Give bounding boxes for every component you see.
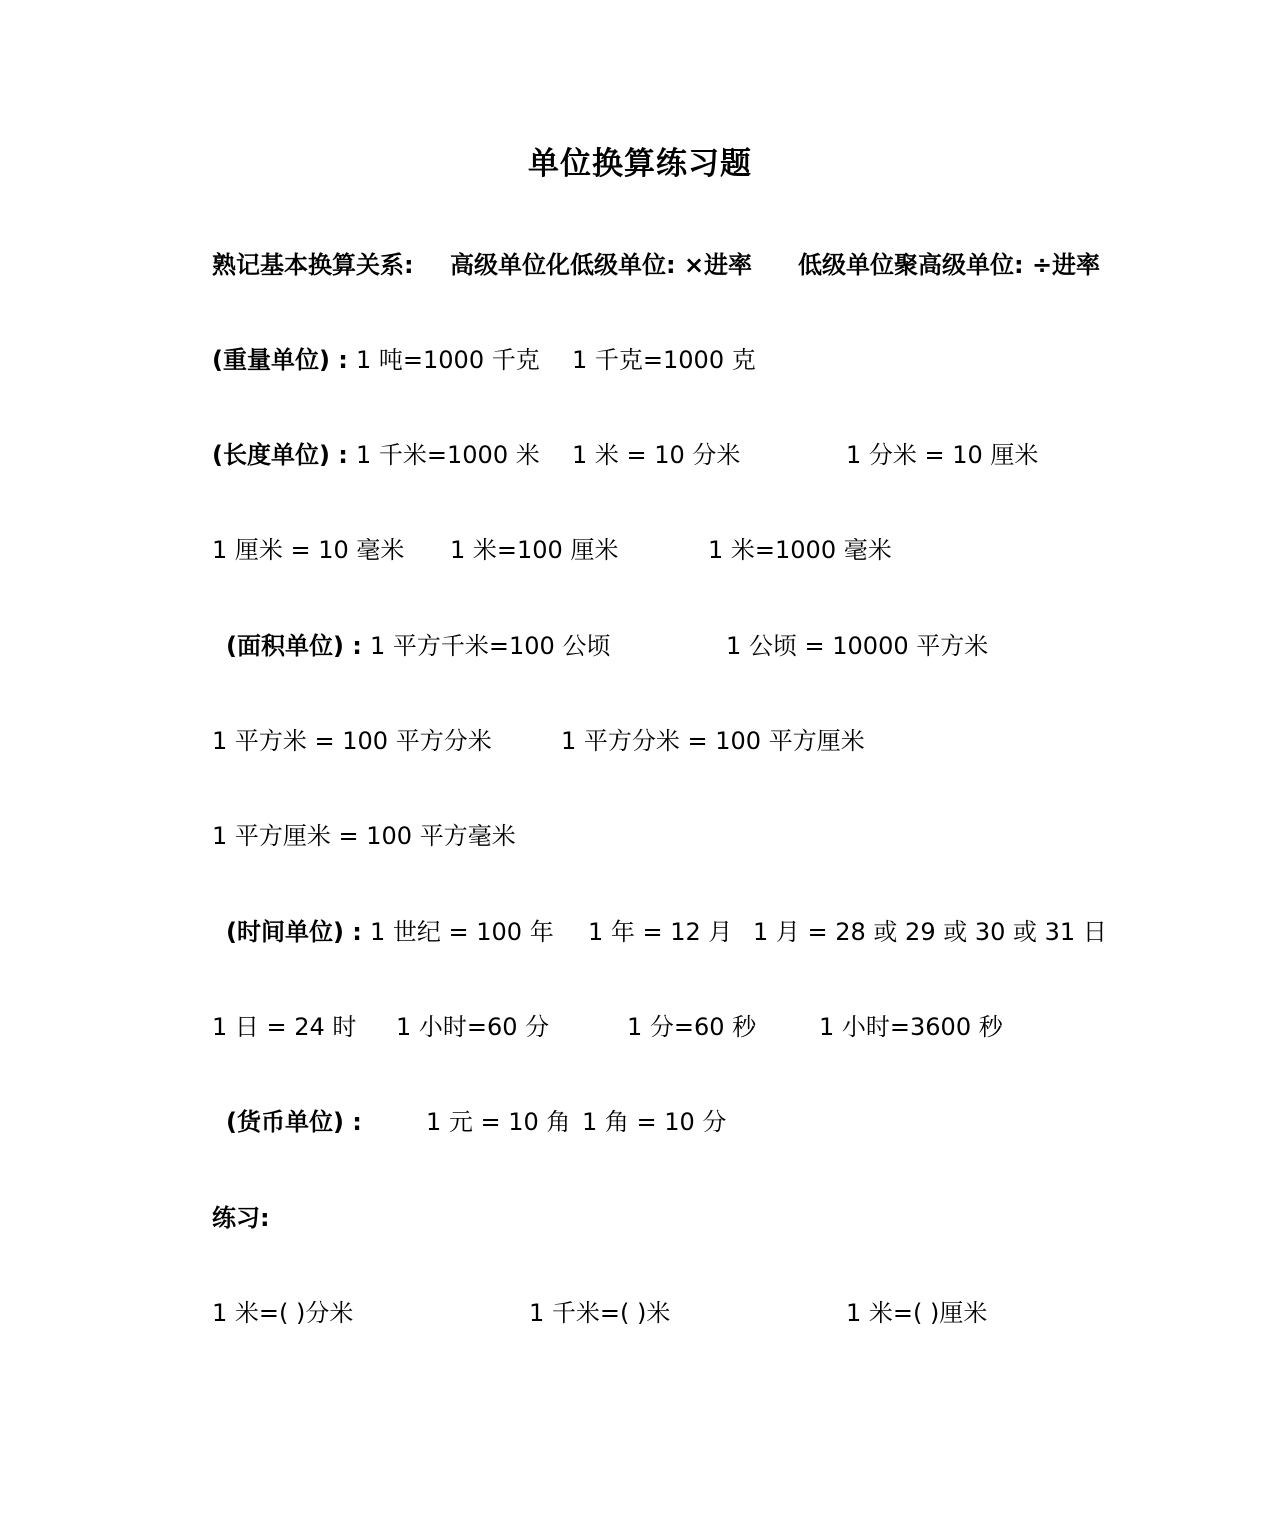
time-item: 1 月 = 28 或 29 或 30 或 31 日 (753, 918, 1107, 946)
area-label: (面积单位) : (226, 632, 362, 660)
time-item: 1 小时=3600 秒 (819, 1013, 1003, 1041)
length-line (212, 435, 1112, 475)
length-line-2 (212, 530, 1012, 570)
area-item: 1 平方千米=100 公顷 (370, 632, 611, 660)
intro-label: 熟记基本换算关系: (212, 251, 414, 279)
practice-item: 1 米=( )厘米 (846, 1299, 988, 1327)
area-line-2 (212, 721, 1012, 761)
area-line-3 (212, 816, 812, 856)
time-label: (时间单位) : (226, 918, 362, 946)
rule-low-to-high: 低级单位聚高级单位: ÷进率 (798, 251, 1101, 279)
weight-item: 1 吨=1000 千克 (356, 346, 540, 374)
practice-items-line (212, 1293, 1112, 1333)
area-item: 1 平方米 = 100 平方分米 (212, 727, 492, 755)
money-item: 1 角 = 10 分 (582, 1108, 727, 1136)
time-item: 1 小时=60 分 (396, 1013, 550, 1041)
area-line (212, 626, 1112, 666)
time-line-2 (212, 1007, 1112, 1047)
practice-item: 1 千米=( )米 (529, 1299, 671, 1327)
money-line (212, 1102, 912, 1142)
time-item: 1 分=60 秒 (627, 1013, 757, 1041)
weight-label: (重量单位) : (212, 346, 348, 374)
money-label: (货币单位) : (226, 1108, 362, 1136)
rule-high-to-low: 高级单位化低级单位: ×进率 (450, 251, 753, 279)
length-label: (长度单位) : (212, 441, 348, 469)
time-line (212, 912, 1212, 952)
page-title: 单位换算练习题 (528, 146, 752, 182)
weight-line (212, 340, 1012, 380)
weight-item: 1 千克=1000 克 (572, 346, 756, 374)
area-item: 1 平方厘米 = 100 平方毫米 (212, 822, 516, 850)
practice-line (212, 1198, 512, 1238)
money-item: 1 元 = 10 角 (426, 1108, 571, 1136)
length-item: 1 米=100 厘米 (450, 536, 619, 564)
time-item: 1 日 = 24 时 (212, 1013, 357, 1041)
time-item: 1 世纪 = 100 年 (370, 918, 554, 946)
area-item: 1 公顷 = 10000 平方米 (726, 632, 989, 660)
length-item: 1 米=1000 毫米 (708, 536, 892, 564)
length-item: 1 厘米 = 10 毫米 (212, 536, 405, 564)
length-item: 1 分米 = 10 厘米 (846, 441, 1039, 469)
practice-item: 1 米=( )分米 (212, 1299, 354, 1327)
length-item: 1 千米=1000 米 (356, 441, 540, 469)
length-item: 1 米 = 10 分米 (572, 441, 741, 469)
time-item: 1 年 = 12 月 (588, 918, 733, 946)
practice-label: 练习: (212, 1204, 270, 1232)
area-item: 1 平方分米 = 100 平方厘米 (561, 727, 865, 755)
intro-line (212, 245, 1212, 285)
